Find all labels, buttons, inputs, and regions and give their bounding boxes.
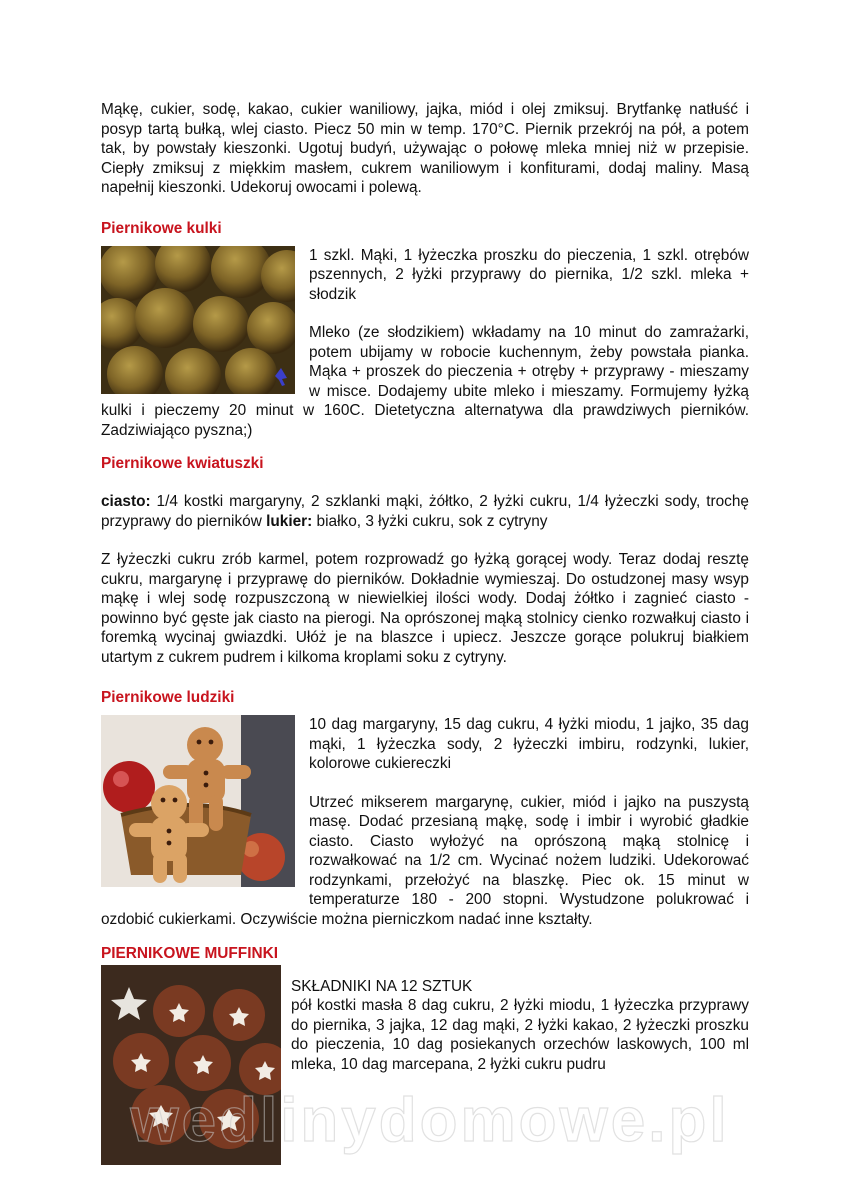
- kwiatuszki-method: Z łyżeczki cukru zrób karmel, potem rozprowadź go łyżką gorącej wody. Teraz dodaj resztę cukru, margarynę i przyprawę do pierników. Dokładnie wymieszaj. Do ostudzonej masy wsyp mąkę i wlej sodę rozpuszczoną w niewielkiej ilości wody. Dodaj żółtko i zagnieć ciasto - powinno być gęste jak ciasto na pierogi. Na oprószonej mąką stolnicy cienko rozwałkuj ciasto i foremką wycinaj gwiazdki. Ułóż je na blaszce i upiecz. Jeszcze gorące polukruj białkiem utartym z cukrem pudrem i kilkoma kroplami soku z cytryny.: [101, 551, 749, 666]
- ludziki-ingredients: 10 dag margaryny, 15 dag cukru, 4 łyżki miodu, 1 jajko, 35 dag mąki, 1 łyżeczka sody, 2 łyżeczki imbiru, rodzynki, lukier, kolorowe cukiereczki: [309, 716, 749, 772]
- muffinki-photo: [101, 965, 281, 1165]
- kulki-method: Mleko (ze słodzikiem) wkładamy na 10 minut do zamrażarki, potem ubijamy w robocie kuchennym, żeby powstała pianka. Mąka + proszek do pieczenia + otręby + przyprawy - mieszamy w misce. Dodajemy ubite mleko i mieszamy. Formujemy łyżką kulki i pieczemy 20 minut w 160C. Dietetyczna alternatywa dla prawdziwych pierników. Zadziwiająco pyszna;): [101, 324, 749, 439]
- ludziki-title: Piernikowe ludziki: [101, 689, 235, 706]
- ludziki-method: Utrzeć mikserem margarynę, cukier, miód i jajko na puszystą masę. Dodać przesianą mąkę, sodę i imbir i wyrobić gładkie ciasto. Ciasto wyłożyć na oprószoną mąką stolnicę i rozwałkować na 1/2 cm. Wycinać nożem ludziki. Udekorować rodzynkami, przełożyć na blaszkę. Piec ok. 15 minut w temperaturze 180 - 200 stopni. Wystudzone polukrować i ozdobić cukierkami. Oczywiście można pierniczkom nadać inne kształty.: [101, 793, 749, 929]
- ludziki-photo: [101, 715, 295, 887]
- muffinki-subtitle: SKŁADNIKI NA 12 SZTUK: [291, 977, 473, 995]
- lukier-text: białko, 3 łyżki cukru, sok z cytryny: [312, 512, 548, 530]
- lukier-label: lukier:: [266, 512, 313, 530]
- kwiatuszki-title: Piernikowe kwiatuszki: [101, 455, 264, 472]
- section-muffinki: [101, 944, 749, 1171]
- section-ludziki: [101, 688, 749, 930]
- ciasto-text: 1/4 kostki margaryny, 2 szklanki mąki, żółtko, 2 łyżki cukru, 1/4 łyżeczki sody, trochę przyprawy do pierników: [101, 493, 749, 530]
- section-kwiatuszki: [101, 454, 749, 667]
- muffinki-ingredients: pół kostki masła 8 dag cukru, 2 łyżki miodu, 1 łyżeczka przyprawy do piernika, 3 jajka, 12 dag mąki, 2 łyżki kakao, 2 łyżeczki proszku do pieczenia, 10 dag posiekanych orzechów laskowych, 100 ml mleka, 10 dag marcepana, 2 łyżki cukru pudru: [291, 997, 749, 1073]
- document-page: [101, 100, 749, 1171]
- watermark-text: wedlinydomowe.pl: [130, 1086, 730, 1155]
- section-kulki: [101, 219, 749, 441]
- kulki-photo: [101, 246, 295, 394]
- intro-paragraph: Mąkę, cukier, sodę, kakao, cukier waniliowy, jajka, miód i olej zmiksuj. Brytfankę natłuść i posyp tartą bułką, wlej ciasto. Piecz 50 min w temp. 170°C. Piernik przekrój na pół, a potem tak, by powstały kieszonki. Ugotuj budyń, używając o połowę mleka mniej niż w przepisie. Ciepły zmiksuj z miękkim masłem, cukrem waniliowym i konfiturami, dodaj maliny. Masą napełnij kieszonki. Udekoruj owocami i polewą.: [101, 101, 749, 196]
- kulki-ingredients: 1 szkl. Mąki, 1 łyżeczka proszku do pieczenia, 1 szkl. otrębów pszennych, 2 łyżki przyprawy do piernika, 1/2 szkl. mleka + słodzik: [309, 246, 749, 303]
- kulki-title: Piernikowe kulki: [101, 219, 222, 237]
- muffinki-title: PIERNIKOWE MUFFINKI: [101, 944, 278, 962]
- kwiatuszki-ingredients: [101, 492, 749, 531]
- ciasto-label: ciasto:: [101, 493, 151, 510]
